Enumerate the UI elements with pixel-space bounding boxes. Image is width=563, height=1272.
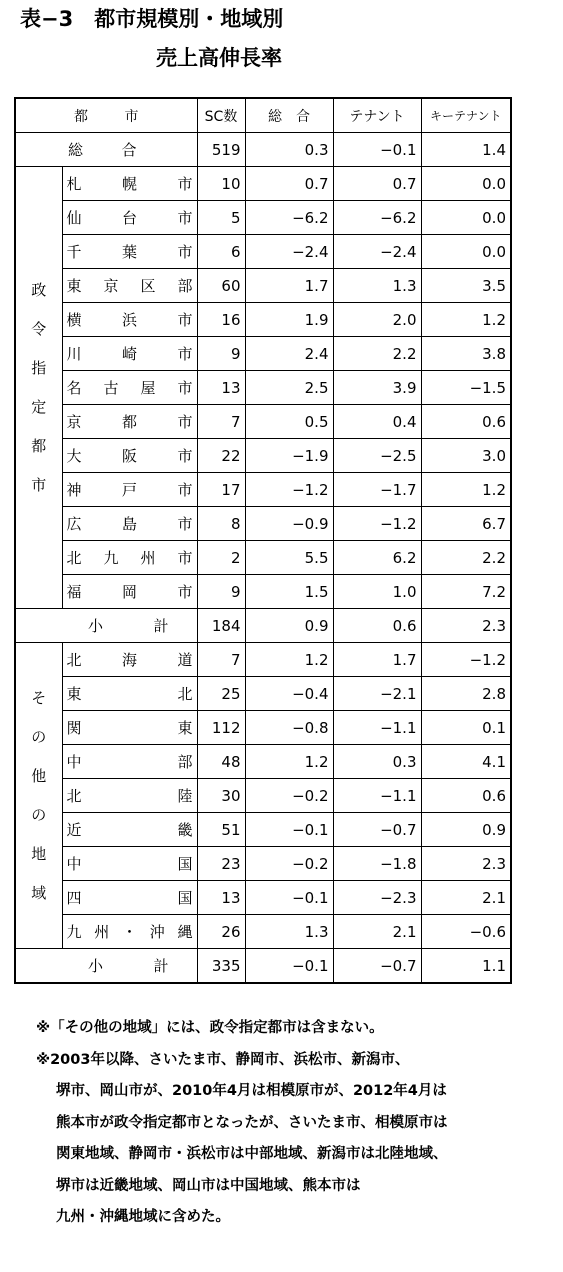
subtotal-label-text-char: 小 [88,617,104,635]
subtotal-label-text-char: 計 [153,957,169,975]
tenant-cell: 1.0 [333,575,421,609]
city-name-cell [62,371,197,405]
city-name-char: 都 [121,413,137,431]
tenant-cell: −2.1 [333,677,421,711]
footnote-line: ※「その他の地域」には、政令指定都市は含まない。 [36,1020,384,1036]
city-name [67,513,193,534]
total-cell: 1.2 [245,745,333,779]
key-tenant-cell: 2.2 [421,541,511,575]
tenant-cell: 2.2 [333,337,421,371]
key-tenant-cell: 2.3 [421,609,511,643]
tenant-cell: 1.3 [333,269,421,303]
total-cell: −0.2 [245,847,333,881]
table-row [15,643,511,677]
total-cell: 0.5 [245,405,333,439]
city-name-cell [62,303,197,337]
city-name [67,853,193,874]
city-name-char: 九 [66,923,82,941]
city-name-char: 沖 [149,923,165,941]
table-row [15,507,511,541]
city-name-char: 市 [177,379,193,397]
category-other-char: の [31,727,47,746]
category-seirei-char: 令 [31,319,47,338]
footnote-line: 堺市は近畿地域、岡山市は中国地域、熊本市は [56,1177,361,1194]
category-other-char: 地 [31,844,47,863]
subtotal-label-text-char: 計 [153,617,169,635]
city-name-char: 市 [177,209,193,227]
sc-count-cell: 60 [197,269,245,303]
header-total: 総 合 [245,98,333,133]
table-row [15,133,511,167]
tenant-cell: −0.7 [333,813,421,847]
total-cell: −0.4 [245,677,333,711]
table-row [15,337,511,371]
key-tenant-cell: 2.3 [421,847,511,881]
table-row [15,371,511,405]
city-name [67,479,193,500]
category-seirei-char: 市 [31,475,47,494]
city-name [67,377,193,398]
key-tenant-cell: 3.0 [421,439,511,473]
subtotal-blank [15,609,62,643]
city-name-char: 区 [140,277,156,295]
city-name-char: 北 [66,787,82,805]
table-row [15,881,511,915]
sc-count-cell: 13 [197,881,245,915]
tenant-cell: −2.5 [333,439,421,473]
tenant-cell: −2.4 [333,235,421,269]
city-name-cell [62,337,197,371]
header-key-tenant: キーテナント [421,98,511,133]
city-name-cell [62,745,197,779]
city-name-cell [62,813,197,847]
city-name [67,751,193,772]
category-seirei-char: 政 [31,280,47,299]
tenant-cell: 2.0 [333,303,421,337]
category-other-char: そ [31,688,47,707]
table-row [15,677,511,711]
total-cell: 2.4 [245,337,333,371]
total-cell: 0.7 [245,167,333,201]
sc-count-cell: 519 [197,133,245,167]
table-row [15,575,511,609]
tenant-cell: −1.1 [333,711,421,745]
key-tenant-cell: 4.1 [421,745,511,779]
category-seirei-char: 指 [31,358,47,377]
overall-label-text-char: 総 [68,141,84,159]
city-name [67,411,193,432]
footnote-line: 熊本市が政令指定都市となったが、さいたま市、相模原市は [56,1114,448,1131]
sc-count-cell: 30 [197,779,245,813]
key-tenant-cell: 7.2 [421,575,511,609]
table-row [15,711,511,745]
sc-count-cell: 48 [197,745,245,779]
city-name-char: 葉 [121,243,137,261]
sales-growth-table [14,97,512,984]
city-name [67,785,193,806]
table-row [15,269,511,303]
city-name-cell [62,473,197,507]
city-name-char: 千 [66,243,82,261]
sc-count-cell: 25 [197,677,245,711]
city-name-cell [62,915,197,949]
sc-count-cell: 2 [197,541,245,575]
tenant-cell: −1.7 [333,473,421,507]
city-name-char: 大 [66,447,82,465]
city-name-char: 市 [177,243,193,261]
table-row [15,847,511,881]
subtotal-label-text-char: 小 [88,957,104,975]
city-name-char: 市 [177,481,193,499]
sc-count-cell: 9 [197,575,245,609]
key-tenant-cell: 3.5 [421,269,511,303]
sc-count-cell: 5 [197,201,245,235]
city-name-cell [62,541,197,575]
city-name-cell [62,167,197,201]
city-name-char: 神 [66,481,82,499]
city-name-char: 横 [66,311,82,329]
header-city-label [74,106,139,126]
city-name-char: 市 [177,345,193,363]
header-city [15,98,197,133]
city-name-char: 北 [66,549,82,567]
city-name-char: 海 [121,651,137,669]
category-other [15,643,62,949]
overall-label-text-char: 合 [121,141,137,159]
city-name [67,547,193,568]
tenant-cell: −2.3 [333,881,421,915]
table-row [15,541,511,575]
city-name [67,343,193,364]
total-cell: −6.2 [245,201,333,235]
city-name-char: 部 [177,753,193,771]
city-name-char: 台 [121,209,137,227]
key-tenant-cell: 2.8 [421,677,511,711]
overall-label [15,133,197,167]
total-cell: 2.5 [245,371,333,405]
subtotal-label-text [88,955,169,976]
city-name-char: 市 [177,175,193,193]
table-row [15,167,511,201]
city-name-char: 市 [177,413,193,431]
city-name-char: 市 [177,549,193,567]
total-cell: 1.3 [245,915,333,949]
subtotal-blank [15,949,62,984]
total-cell: −0.8 [245,711,333,745]
tenant-cell: 3.9 [333,371,421,405]
tenant-cell: 0.7 [333,167,421,201]
city-name [67,581,193,602]
subtotal-row [15,949,511,984]
key-tenant-cell: 6.7 [421,507,511,541]
footnote-line: 堺市、岡山市が、2010年4月は相模原市が、2012年4月は [56,1083,447,1099]
key-tenant-cell: 0.6 [421,779,511,813]
header-city-label-char: 市 [124,108,139,125]
city-name-char: 北 [177,685,193,703]
sc-count-cell: 10 [197,167,245,201]
sc-count-cell: 26 [197,915,245,949]
tenant-cell: −0.7 [333,949,421,984]
sc-count-cell: 22 [197,439,245,473]
city-name [67,921,193,942]
sc-count-cell: 8 [197,507,245,541]
total-cell: −0.1 [245,881,333,915]
sc-count-cell: 184 [197,609,245,643]
category-seirei-char: 定 [31,397,47,416]
city-name-char: 州 [94,923,110,941]
subtotal-row [15,609,511,643]
city-name-char: 州 [140,549,156,567]
city-name [67,717,193,738]
city-name-char: 京 [103,277,119,295]
city-name [67,173,193,194]
sc-count-cell: 335 [197,949,245,984]
key-tenant-cell: −0.6 [421,915,511,949]
city-name-char: 阪 [121,447,137,465]
sc-count-cell: 51 [197,813,245,847]
city-name-char: 道 [177,651,193,669]
key-tenant-cell: 3.8 [421,337,511,371]
city-name-char: 北 [66,651,82,669]
city-name-char: 古 [103,379,119,397]
sc-count-cell: 16 [197,303,245,337]
key-tenant-cell: 1.2 [421,303,511,337]
city-name-char: 部 [177,277,193,295]
city-name [67,275,193,296]
sc-count-cell: 9 [197,337,245,371]
city-name-cell [62,507,197,541]
city-name-char: 関 [66,719,82,737]
header-sc-count: SC数 [197,98,245,133]
city-name-char: ・ [121,923,137,941]
category-seirei-char: 都 [31,436,47,455]
key-tenant-cell: 1.2 [421,473,511,507]
city-name-char: 岡 [121,583,137,601]
tenant-cell: 1.7 [333,643,421,677]
footnote-line: 九州・沖縄地域に含めた。 [56,1209,230,1225]
table-row [15,915,511,949]
tenant-cell: 0.3 [333,745,421,779]
total-cell: 0.9 [245,609,333,643]
key-tenant-cell: −1.2 [421,643,511,677]
city-name-char: 近 [66,821,82,839]
city-name-char: 東 [66,277,82,295]
city-name-char: 四 [66,889,82,907]
city-name-cell [62,643,197,677]
city-name [67,819,193,840]
key-tenant-cell: 1.1 [421,949,511,984]
sc-count-cell: 13 [197,371,245,405]
city-name-char: 畿 [177,821,193,839]
header-city-label-char: 都 [74,108,88,125]
key-tenant-cell: 1.4 [421,133,511,167]
total-cell: 1.5 [245,575,333,609]
city-name-char: 東 [177,719,193,737]
category-other-char: 域 [31,883,47,902]
tenant-cell: −0.1 [333,133,421,167]
key-tenant-cell: −1.5 [421,371,511,405]
tenant-cell: −1.8 [333,847,421,881]
total-cell: −0.1 [245,949,333,984]
city-name-char: 島 [121,515,137,533]
header-tenant: テナント [333,98,421,133]
city-name-cell [62,269,197,303]
city-name-char: 国 [177,855,193,873]
tenant-cell: 0.4 [333,405,421,439]
city-name-char: 崎 [121,345,137,363]
footnotes [36,1013,556,1234]
city-name-char: 東 [66,685,82,703]
city-name-char: 市 [177,447,193,465]
key-tenant-cell: 0.0 [421,235,511,269]
table-row [15,439,511,473]
city-name-char: 京 [66,413,82,431]
subtotal-label-text [88,615,169,636]
category-other-char: の [31,805,47,824]
city-name-char: 縄 [177,923,193,941]
city-name-char: 国 [177,889,193,907]
table-row [15,473,511,507]
city-name-cell [62,439,197,473]
sc-count-cell: 7 [197,643,245,677]
table-row [15,745,511,779]
key-tenant-cell: 0.9 [421,813,511,847]
city-name-char: 福 [66,583,82,601]
sc-count-cell: 6 [197,235,245,269]
city-name [67,649,193,670]
table-row [15,779,511,813]
total-cell: 1.7 [245,269,333,303]
total-cell: 1.2 [245,643,333,677]
city-name-char: 浜 [121,311,137,329]
city-name-char: 中 [66,753,82,771]
city-name-char: 市 [177,583,193,601]
table-row [15,201,511,235]
table-row [15,813,511,847]
city-name-char: 市 [177,515,193,533]
city-name [67,309,193,330]
category-other-char: 他 [31,766,47,785]
city-name-cell [62,405,197,439]
city-name-char: 広 [66,515,82,533]
city-name [67,241,193,262]
city-name [67,887,193,908]
key-tenant-cell: 2.1 [421,881,511,915]
sc-count-cell: 23 [197,847,245,881]
table-row [15,405,511,439]
tenant-cell: 0.6 [333,609,421,643]
tenant-cell: 2.1 [333,915,421,949]
tenant-cell: 6.2 [333,541,421,575]
city-name-cell [62,881,197,915]
subtotal-label [62,949,197,984]
key-tenant-cell: 0.6 [421,405,511,439]
total-cell: −0.1 [245,813,333,847]
city-name [67,445,193,466]
city-name-cell [62,779,197,813]
city-name-cell [62,847,197,881]
overall-label-text [68,139,137,160]
tenant-cell: −1.1 [333,779,421,813]
sc-count-cell: 7 [197,405,245,439]
total-cell: 1.9 [245,303,333,337]
total-cell: 5.5 [245,541,333,575]
tenant-cell: −6.2 [333,201,421,235]
city-name-char: 陸 [177,787,193,805]
city-name-char: 九 [103,549,119,567]
city-name-char: 中 [66,855,82,873]
total-cell: −2.4 [245,235,333,269]
total-cell: −1.9 [245,439,333,473]
key-tenant-cell: 0.0 [421,167,511,201]
tenant-cell: −1.2 [333,507,421,541]
key-tenant-cell: 0.0 [421,201,511,235]
city-name-char: 屋 [140,379,156,397]
subtotal-label [62,609,197,643]
sc-count-cell: 17 [197,473,245,507]
city-name-char: 幌 [121,175,137,193]
city-name-char: 戸 [121,481,137,499]
city-name-char: 札 [66,175,82,193]
table-row [15,303,511,337]
total-cell: 0.3 [245,133,333,167]
total-cell: −0.9 [245,507,333,541]
total-cell: −1.2 [245,473,333,507]
header-row [15,98,511,133]
city-name [67,683,193,704]
city-name-char: 名 [66,379,82,397]
total-cell: −0.2 [245,779,333,813]
city-name-char: 川 [66,345,82,363]
city-name-char: 仙 [66,209,82,227]
city-name-cell [62,711,197,745]
category-seirei [15,167,62,609]
sc-count-cell: 112 [197,711,245,745]
city-name [67,207,193,228]
city-name-cell [62,201,197,235]
table-row [15,235,511,269]
city-name-char: 市 [177,311,193,329]
footnote-line: 関東地域、静岡市・浜松市は中部地域、新潟市は北陸地域、 [56,1146,448,1162]
city-name-cell [62,235,197,269]
table-title: 表−3 都市規模別・地域別 [20,7,284,31]
table-subtitle: 売上高伸長率 [156,46,282,70]
city-name-cell [62,575,197,609]
key-tenant-cell: 0.1 [421,711,511,745]
city-name-cell [62,677,197,711]
footnote-line: ※2003年以降、さいたま市、静岡市、浜松市、新潟市、 [36,1051,410,1068]
